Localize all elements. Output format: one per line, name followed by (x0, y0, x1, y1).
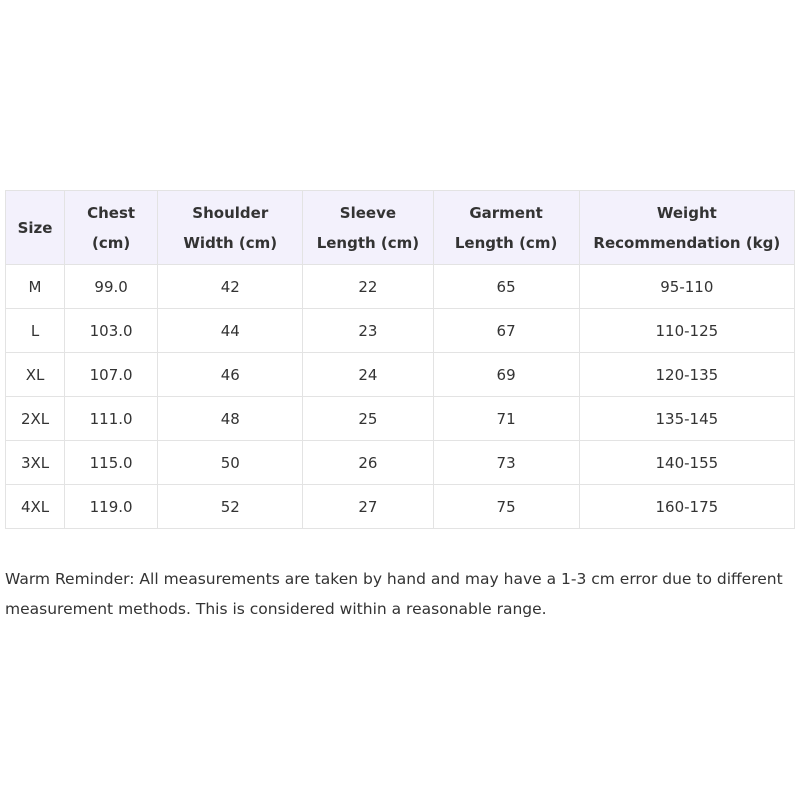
cell-shoulder-width: 52 (158, 485, 303, 529)
cell-chest: 103.0 (65, 309, 158, 353)
header-sleeve-length: Sleeve Length (cm) (303, 191, 433, 265)
cell-garment-length: 73 (433, 441, 579, 485)
table-row (6, 397, 795, 441)
header-weight-recommendation: Weight Recommendation (kg) (579, 191, 794, 265)
cell-size: XL (6, 353, 65, 397)
cell-shoulder-width: 46 (158, 353, 303, 397)
cell-sleeve-length: 25 (303, 397, 433, 441)
cell-weight-recommendation: 110-125 (579, 309, 794, 353)
cell-size: 4XL (6, 485, 65, 529)
cell-chest: 99.0 (65, 265, 158, 309)
cell-size: M (6, 265, 65, 309)
warm-reminder-text: Warm Reminder: All measurements are taken by hand and may have a 1-3 cm error due to different measurement methods. This is considered within a reasonable range. (5, 569, 783, 618)
header-size: Size (6, 191, 65, 265)
cell-sleeve-length: 26 (303, 441, 433, 485)
header-garment-length: Garment Length (cm) (433, 191, 579, 265)
cell-size: 3XL (6, 441, 65, 485)
cell-garment-length: 69 (433, 353, 579, 397)
cell-size: L (6, 309, 65, 353)
cell-shoulder-width: 42 (158, 265, 303, 309)
header-chest: Chest (cm) (65, 191, 158, 265)
size-chart-table (5, 190, 795, 529)
cell-chest: 115.0 (65, 441, 158, 485)
cell-weight-recommendation: 140-155 (579, 441, 794, 485)
cell-weight-recommendation: 160-175 (579, 485, 794, 529)
table-row (6, 265, 795, 309)
header-row (6, 191, 795, 265)
table-header (6, 191, 795, 265)
cell-shoulder-width: 50 (158, 441, 303, 485)
cell-size: 2XL (6, 397, 65, 441)
table-body (6, 265, 795, 529)
cell-weight-recommendation: 120-135 (579, 353, 794, 397)
cell-garment-length: 71 (433, 397, 579, 441)
cell-sleeve-length: 24 (303, 353, 433, 397)
table-row (6, 485, 795, 529)
cell-garment-length: 67 (433, 309, 579, 353)
header-shoulder-width: Shoulder Width (cm) (158, 191, 303, 265)
cell-shoulder-width: 44 (158, 309, 303, 353)
cell-garment-length: 75 (433, 485, 579, 529)
table-row (6, 353, 795, 397)
cell-weight-recommendation: 95-110 (579, 265, 794, 309)
table-row (6, 441, 795, 485)
cell-chest: 111.0 (65, 397, 158, 441)
cell-sleeve-length: 27 (303, 485, 433, 529)
cell-sleeve-length: 23 (303, 309, 433, 353)
cell-chest: 107.0 (65, 353, 158, 397)
cell-shoulder-width: 48 (158, 397, 303, 441)
cell-garment-length: 65 (433, 265, 579, 309)
cell-chest: 119.0 (65, 485, 158, 529)
cell-weight-recommendation: 135-145 (579, 397, 794, 441)
table-row (6, 309, 795, 353)
cell-sleeve-length: 22 (303, 265, 433, 309)
